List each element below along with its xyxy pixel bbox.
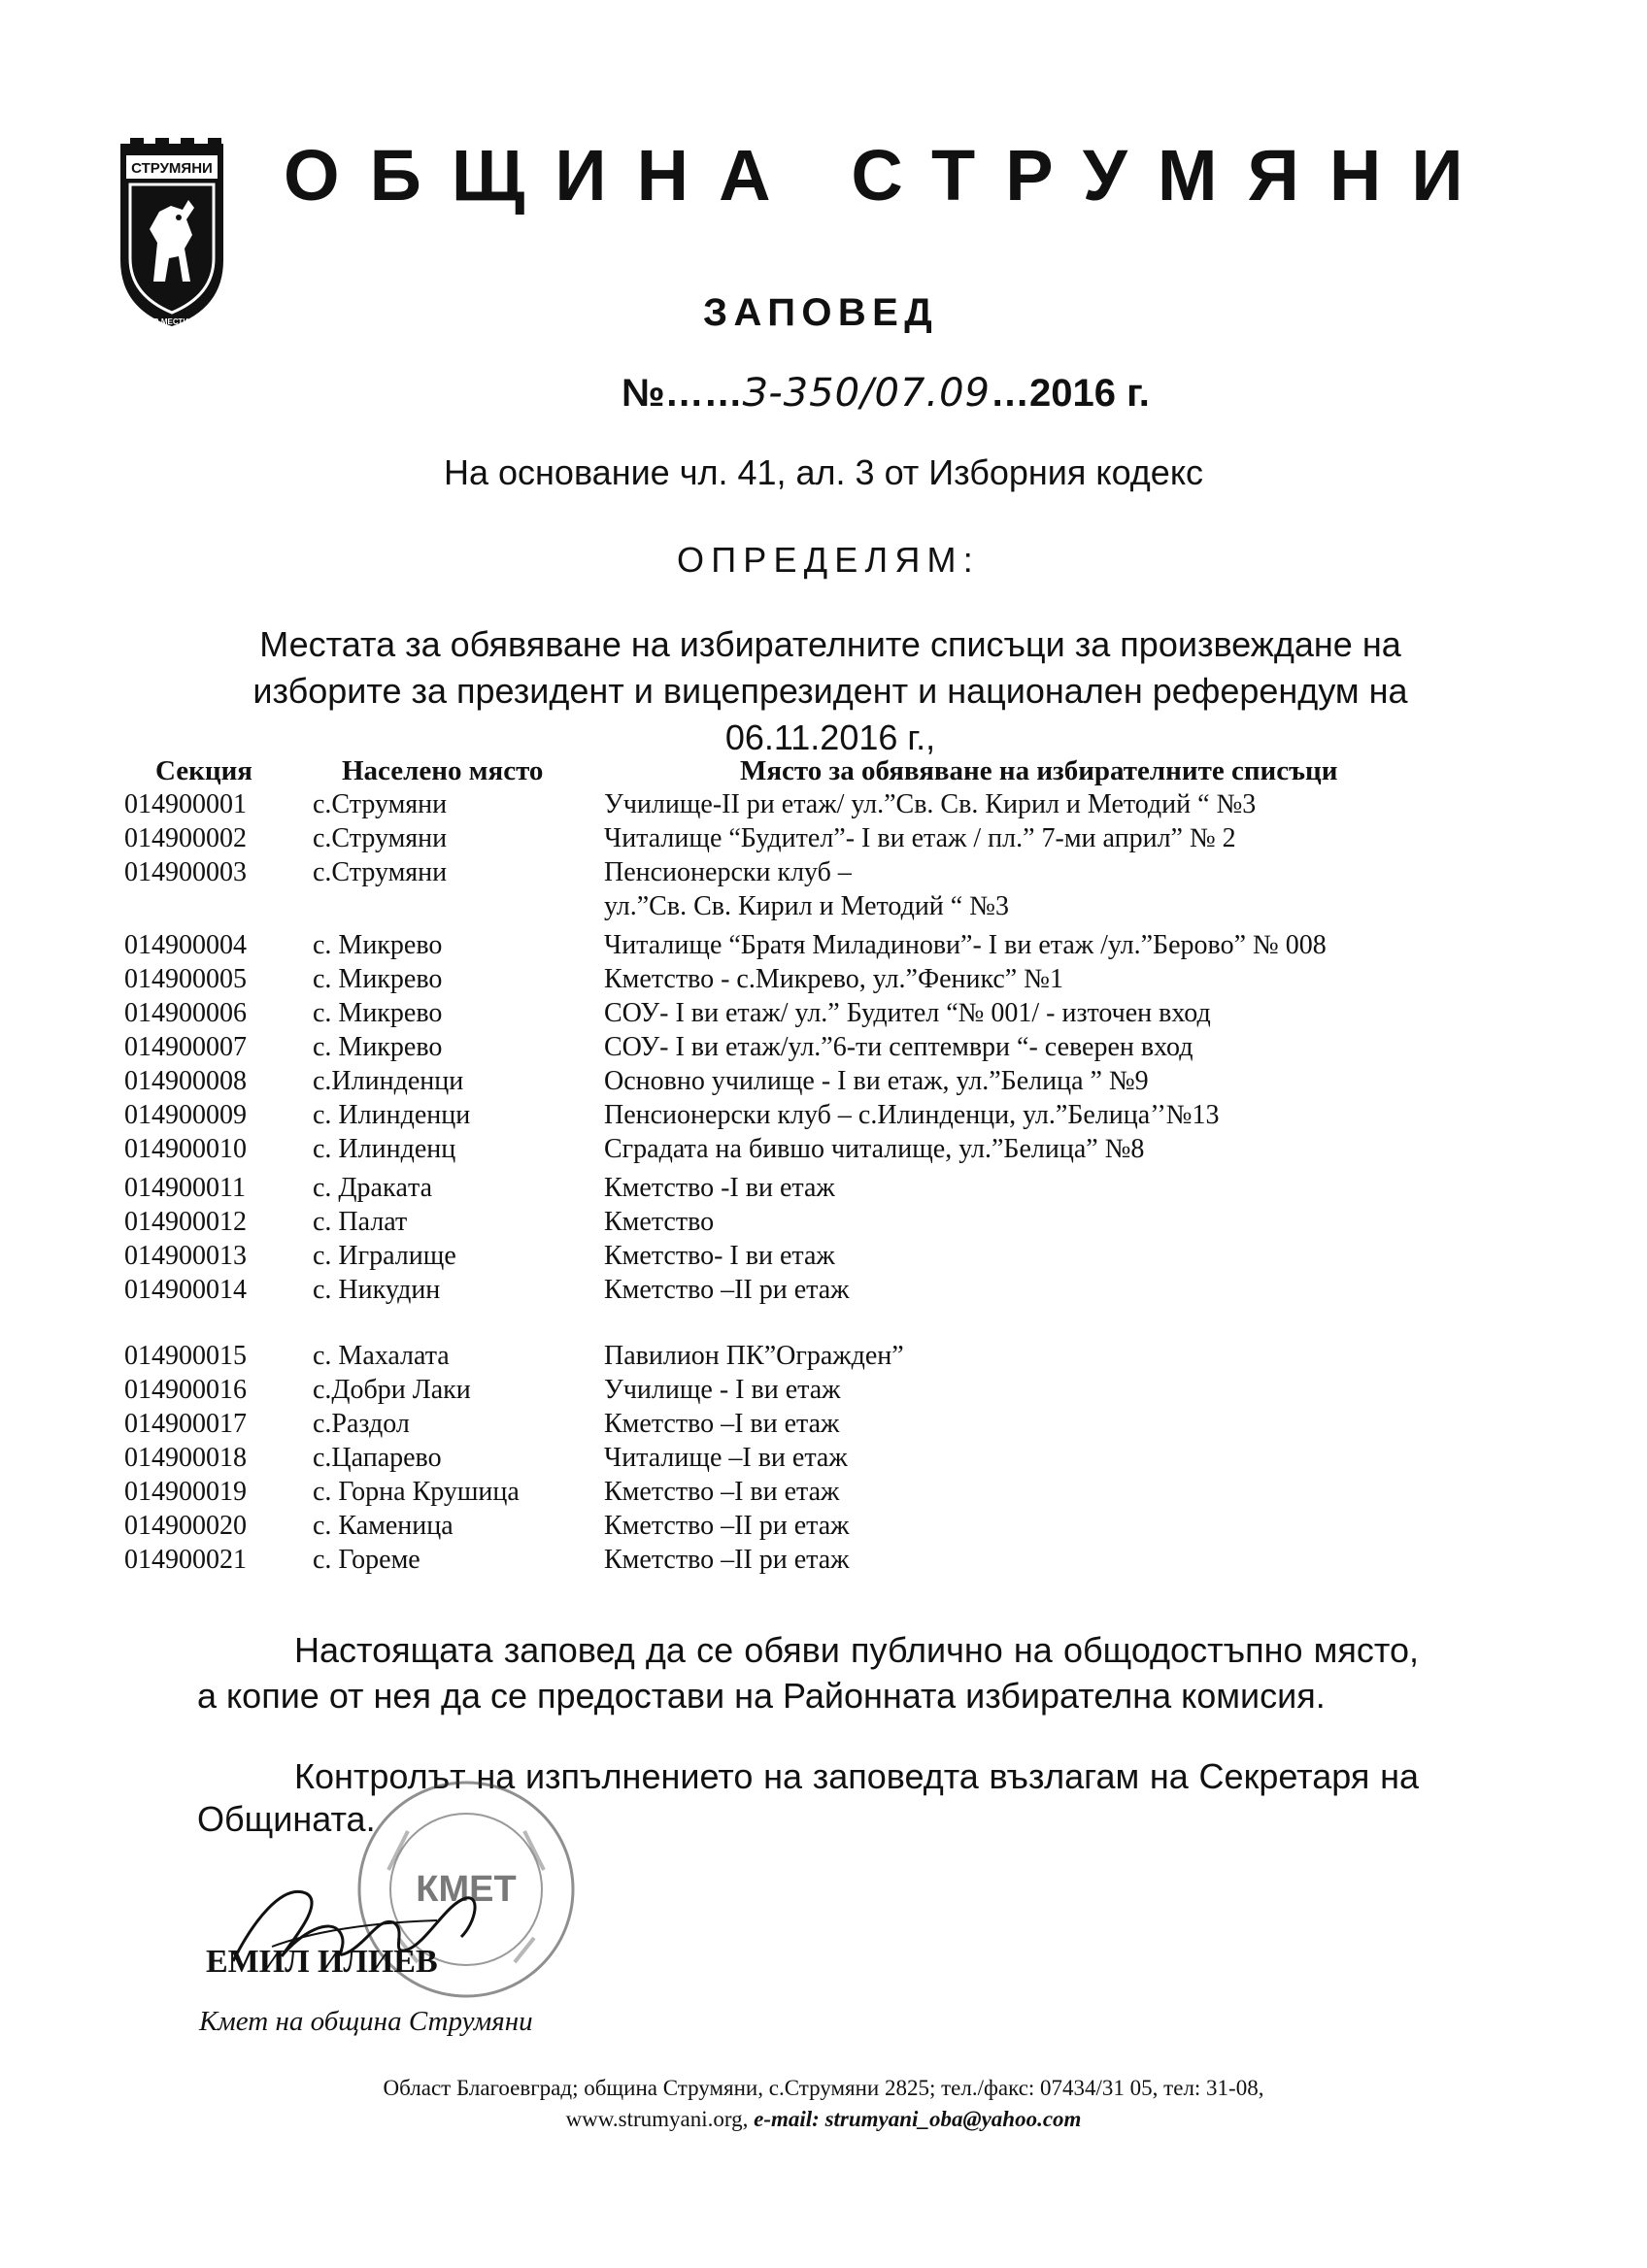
row-section: 014900015 bbox=[124, 1341, 247, 1371]
row-section: 014900021 bbox=[124, 1545, 247, 1575]
row-section: 014900016 bbox=[124, 1375, 247, 1405]
row-place: с.Цапарево bbox=[313, 1443, 442, 1473]
row-section: 014900010 bbox=[124, 1134, 247, 1164]
row-place: с.Струмяни bbox=[313, 857, 448, 887]
row-location: Читалище “Будител”- I ви етаж / пл.” 7-ми април” № 2 bbox=[604, 823, 1236, 853]
row-section: 014900003 bbox=[124, 857, 247, 887]
footer-web bbox=[0, 2107, 1647, 2132]
row-section: 014900006 bbox=[124, 998, 247, 1028]
row-location: Читалище –I ви етаж bbox=[604, 1443, 848, 1473]
row-location: Кметство - с.Микрево, ул.”Феникс” №1 bbox=[604, 964, 1063, 994]
row-place: с.Струмяни bbox=[313, 789, 448, 819]
crest-bottom-text: ВЯРА В МЕСТИЧКАТА bbox=[129, 317, 215, 326]
row-location: Кметство –II ри етаж bbox=[604, 1275, 850, 1305]
row-place: с. Игралище bbox=[313, 1241, 456, 1271]
control-paragraph: Контролът на изпълнението на заповедта възлагам на Секретаря на bbox=[294, 1756, 1419, 1796]
row-location: Училище-II ри етаж/ ул.”Св. Св. Кирил и Методий “ №3 bbox=[604, 789, 1257, 819]
row-place: с. Палат bbox=[313, 1207, 408, 1237]
row-location-line2: ул.”Св. Св. Кирил и Методий “ №3 bbox=[604, 891, 1009, 921]
row-section: 014900001 bbox=[124, 789, 247, 819]
row-place: с. Микрево bbox=[313, 998, 443, 1028]
row-section: 014900020 bbox=[124, 1511, 247, 1541]
row-section: 014900009 bbox=[124, 1100, 247, 1130]
stamp-center-text: КМЕТ bbox=[416, 1869, 517, 1910]
order-number-dots-2: … bbox=[991, 372, 1030, 415]
row-place: с.Добри Лаки bbox=[313, 1375, 471, 1405]
row-place: с.Раздол bbox=[313, 1409, 410, 1439]
footer-email: e-mail: strumyani_oba@yahoo.com bbox=[754, 2107, 1082, 2131]
control-paragraph-end: Общината. bbox=[197, 1799, 376, 1839]
row-location: Училище - I ви етаж bbox=[604, 1375, 841, 1405]
row-place: с. Гореме bbox=[313, 1545, 420, 1575]
row-section: 014900019 bbox=[124, 1477, 247, 1507]
row-location: Основно училище - I ви етаж, ул.”Белица ” №9 bbox=[604, 1066, 1149, 1096]
row-section: 014900008 bbox=[124, 1066, 247, 1096]
row-location: Кметство –I ви етаж bbox=[604, 1409, 840, 1439]
row-section: 014900011 bbox=[124, 1173, 246, 1203]
row-place: с. Микрево bbox=[313, 1032, 443, 1062]
row-section: 014900013 bbox=[124, 1241, 247, 1271]
signer-title: Кмет на община Струмяни bbox=[199, 2006, 533, 2037]
table-header-place: Населено място bbox=[342, 755, 544, 786]
publication-paragraph: Настоящата заповед да се обяви публично на общодостъпно място, а копие от нея да се предостави на Районната избирателна комисия. bbox=[197, 1630, 1419, 1716]
determine-heading: ОПРЕДЕЛЯМ: bbox=[677, 540, 980, 580]
row-location: Пенсионерски клуб – с.Илинденци, ул.”Белица’’№13 bbox=[604, 1100, 1220, 1130]
row-place: с. Микрево bbox=[313, 964, 443, 994]
signer-name: ЕМИЛ ИЛИЕВ bbox=[206, 1944, 438, 1980]
row-place: с. Дракaта bbox=[313, 1173, 432, 1203]
row-section: 014900018 bbox=[124, 1443, 247, 1473]
row-place: с. Каменица bbox=[313, 1511, 454, 1541]
row-place: с. Горна Крушица bbox=[313, 1477, 520, 1507]
row-location: Кметство –I ви етаж bbox=[604, 1477, 840, 1507]
row-place: с. Микрево bbox=[313, 930, 443, 960]
order-number-prefix: № bbox=[622, 372, 665, 415]
order-number-dots: …… bbox=[664, 372, 743, 415]
crest-top-text: СТРУМЯНИ bbox=[131, 160, 213, 177]
row-location: Кметство bbox=[604, 1207, 715, 1237]
row-location: Пенсионерски клуб – bbox=[604, 857, 852, 887]
order-number bbox=[622, 371, 1150, 416]
order-number-handwritten: З-350/07.09 bbox=[742, 371, 992, 416]
row-section: 014900004 bbox=[124, 930, 247, 960]
row-location: Павилион ПК”Огражден” bbox=[604, 1341, 904, 1371]
order-title: ЗАПОВЕД bbox=[703, 291, 939, 334]
row-place: с. Илинденц bbox=[313, 1134, 456, 1164]
row-place: с.Илинденци bbox=[313, 1066, 464, 1096]
row-place: с. Махалата bbox=[313, 1341, 450, 1371]
row-location: Кметство -I ви етаж bbox=[604, 1173, 835, 1203]
row-place: с. Никудин bbox=[313, 1275, 441, 1305]
table-header-location: Място за обявяване на избирателните списъци bbox=[740, 755, 1338, 786]
row-location: СОУ- I ви етаж/ул.”6-ти септември “- северен вход bbox=[604, 1032, 1193, 1062]
row-place: с. Илинденци bbox=[313, 1100, 471, 1130]
row-section: 014900017 bbox=[124, 1409, 247, 1439]
row-section: 014900014 bbox=[124, 1275, 247, 1305]
row-location: Кметство- I ви етаж bbox=[604, 1241, 835, 1271]
row-section: 014900005 bbox=[124, 964, 247, 994]
order-number-suffix: 2016 г. bbox=[1029, 372, 1150, 415]
row-location: СОУ- I ви етаж/ ул.” Будител “№ 001/ - източен вход bbox=[604, 998, 1211, 1028]
municipality-name-heading: ОБЩИНА СТРУМЯНИ bbox=[284, 135, 1494, 216]
row-location: Кметство –II ри етаж bbox=[604, 1511, 850, 1541]
row-section: 014900012 bbox=[124, 1207, 247, 1237]
footer-website: www.strumyani.org, bbox=[565, 2107, 749, 2131]
legal-basis: На основание чл. 41, ал. 3 от Изборния кодекс bbox=[444, 452, 1203, 492]
footer-contact-info: Област Благоевград; община Струмяни, с.Струмяни 2825; тел./факс: 07434/31 05, тел: 31-08, bbox=[383, 2076, 1264, 2100]
row-place: с.Струмяни bbox=[313, 823, 448, 853]
municipal-crest-logo bbox=[115, 136, 229, 330]
row-location: Читалище “Братя Миладинови”- I ви етаж /ул.”Берово” № 008 bbox=[604, 930, 1327, 960]
table-header-section: Секция bbox=[155, 755, 252, 786]
row-location: Кметство –II ри етаж bbox=[604, 1545, 850, 1575]
row-location: Сградата на бившо читалище, ул.”Белица” №8 bbox=[604, 1134, 1145, 1164]
intro-paragraph: Местата за обявяване на избирателните списъци за произвеждане на изборите за президент и вицепрезидент и национален референдум на 06.11.2016 г., bbox=[252, 624, 1408, 757]
row-section: 014900007 bbox=[124, 1032, 247, 1062]
row-section: 014900002 bbox=[124, 823, 247, 853]
